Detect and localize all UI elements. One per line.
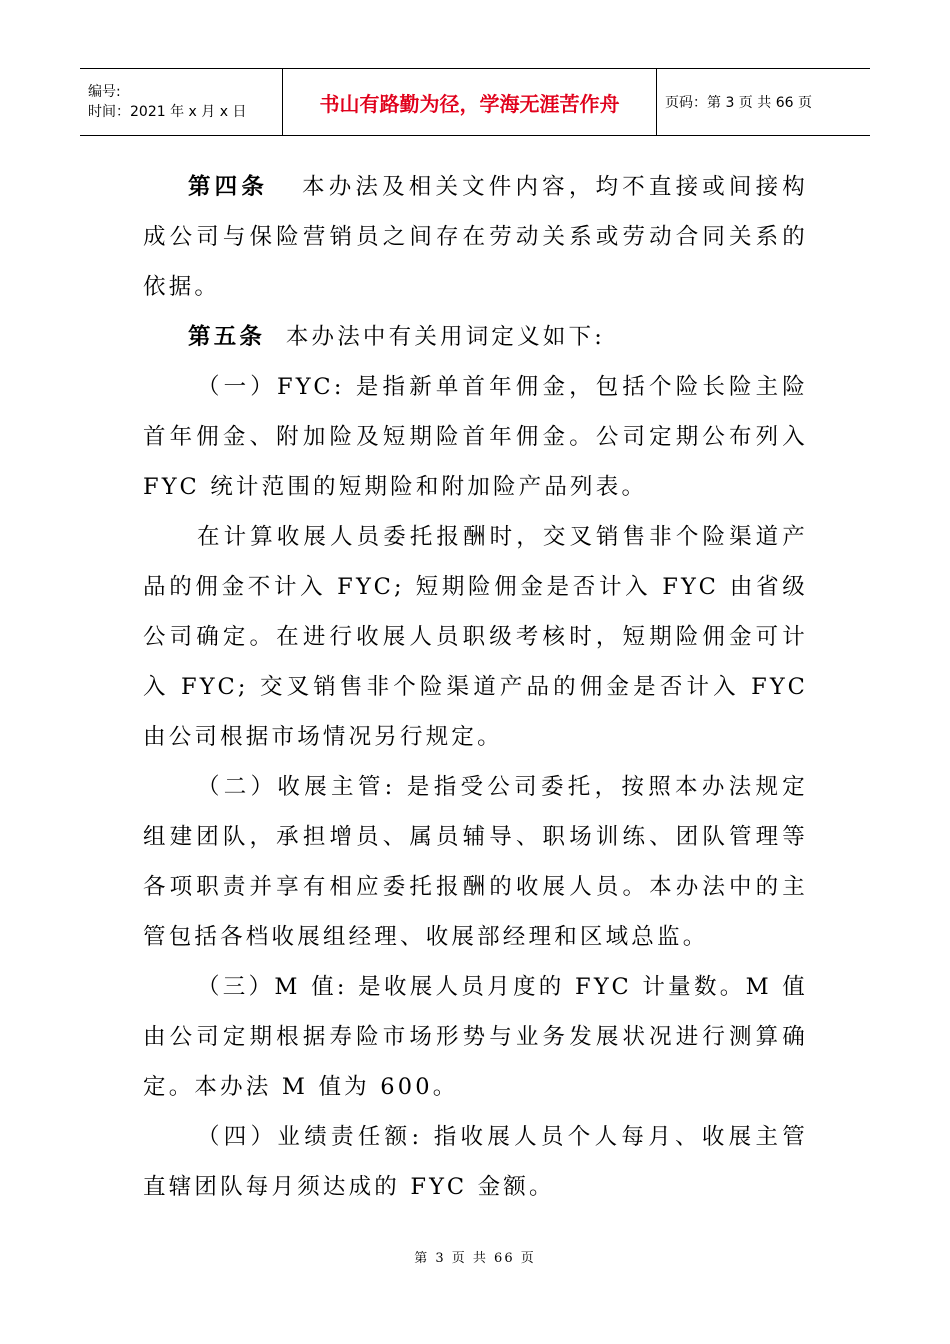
number-label: 编号: bbox=[88, 84, 121, 100]
header-motto bbox=[282, 69, 657, 135]
definition-1: （一）FYC: 是指新单首年佣金，包括个险长险主险首年佣金、附加险及短期险首年佣金。公司定期公布列入 FYC 统计范围的短期险和附加险产品列表。 bbox=[143, 374, 808, 500]
motto-text: 书山有路勤为径，学海无涯苦作舟 bbox=[319, 91, 620, 116]
definition-4: （四）业绩责任额: 指收展人员个人每月、收展主管直辖团队每月须达成的 FYC 金额。 bbox=[143, 1124, 808, 1200]
definition-3: （三）M 值: 是收展人员月度的 FYC 计量数。M 值由公司定期根据寿险市场形势与业务发展状况进行测算确定。本办法 M 值为 600。 bbox=[143, 974, 808, 1100]
page-header bbox=[80, 68, 870, 136]
time-label: 时间：2021 年 x 月 x 日 bbox=[88, 104, 247, 120]
header-page-info: 页码：第 3 页 共 66 页 bbox=[665, 95, 812, 111]
article-4 bbox=[143, 162, 808, 312]
article-4-title: 第四条 bbox=[188, 174, 269, 200]
article-5-title: 第五条 bbox=[188, 324, 266, 350]
page-footer: 第 3 页 共 66 页 bbox=[414, 1251, 536, 1266]
article-5-text: 本办法中有关用词定义如下: bbox=[285, 324, 606, 350]
document-body bbox=[143, 162, 808, 1212]
definition-2: （二）收展主管: 是指受公司委托，按照本办法规定组建团队，承担增员、属员辅导、职场训练、团队管理等各项职责并享有相应委托报酬的收展人员。本办法中的主管包括各档收展组经理、收展部经理和区域总监。 bbox=[143, 774, 808, 950]
header-meta bbox=[80, 69, 282, 135]
article-5 bbox=[143, 312, 808, 362]
definition-1-note: 在计算收展人员委托报酬时，交叉销售非个险渠道产品的佣金不计入 FYC; 短期险佣金是否计入 FYC 由省级公司确定。在进行收展人员职级考核时，短期险佣金可计入 FYC; 交叉销售非个险渠道产品的佣金是否计入 FYC 由公司根据市场情况另行规定。 bbox=[143, 524, 808, 750]
article-4-text: 本办法及相关文件内容，均不直接或间接构成公司与保险营销员之间存在劳动关系或劳动合同关系的依据。 bbox=[143, 174, 808, 300]
